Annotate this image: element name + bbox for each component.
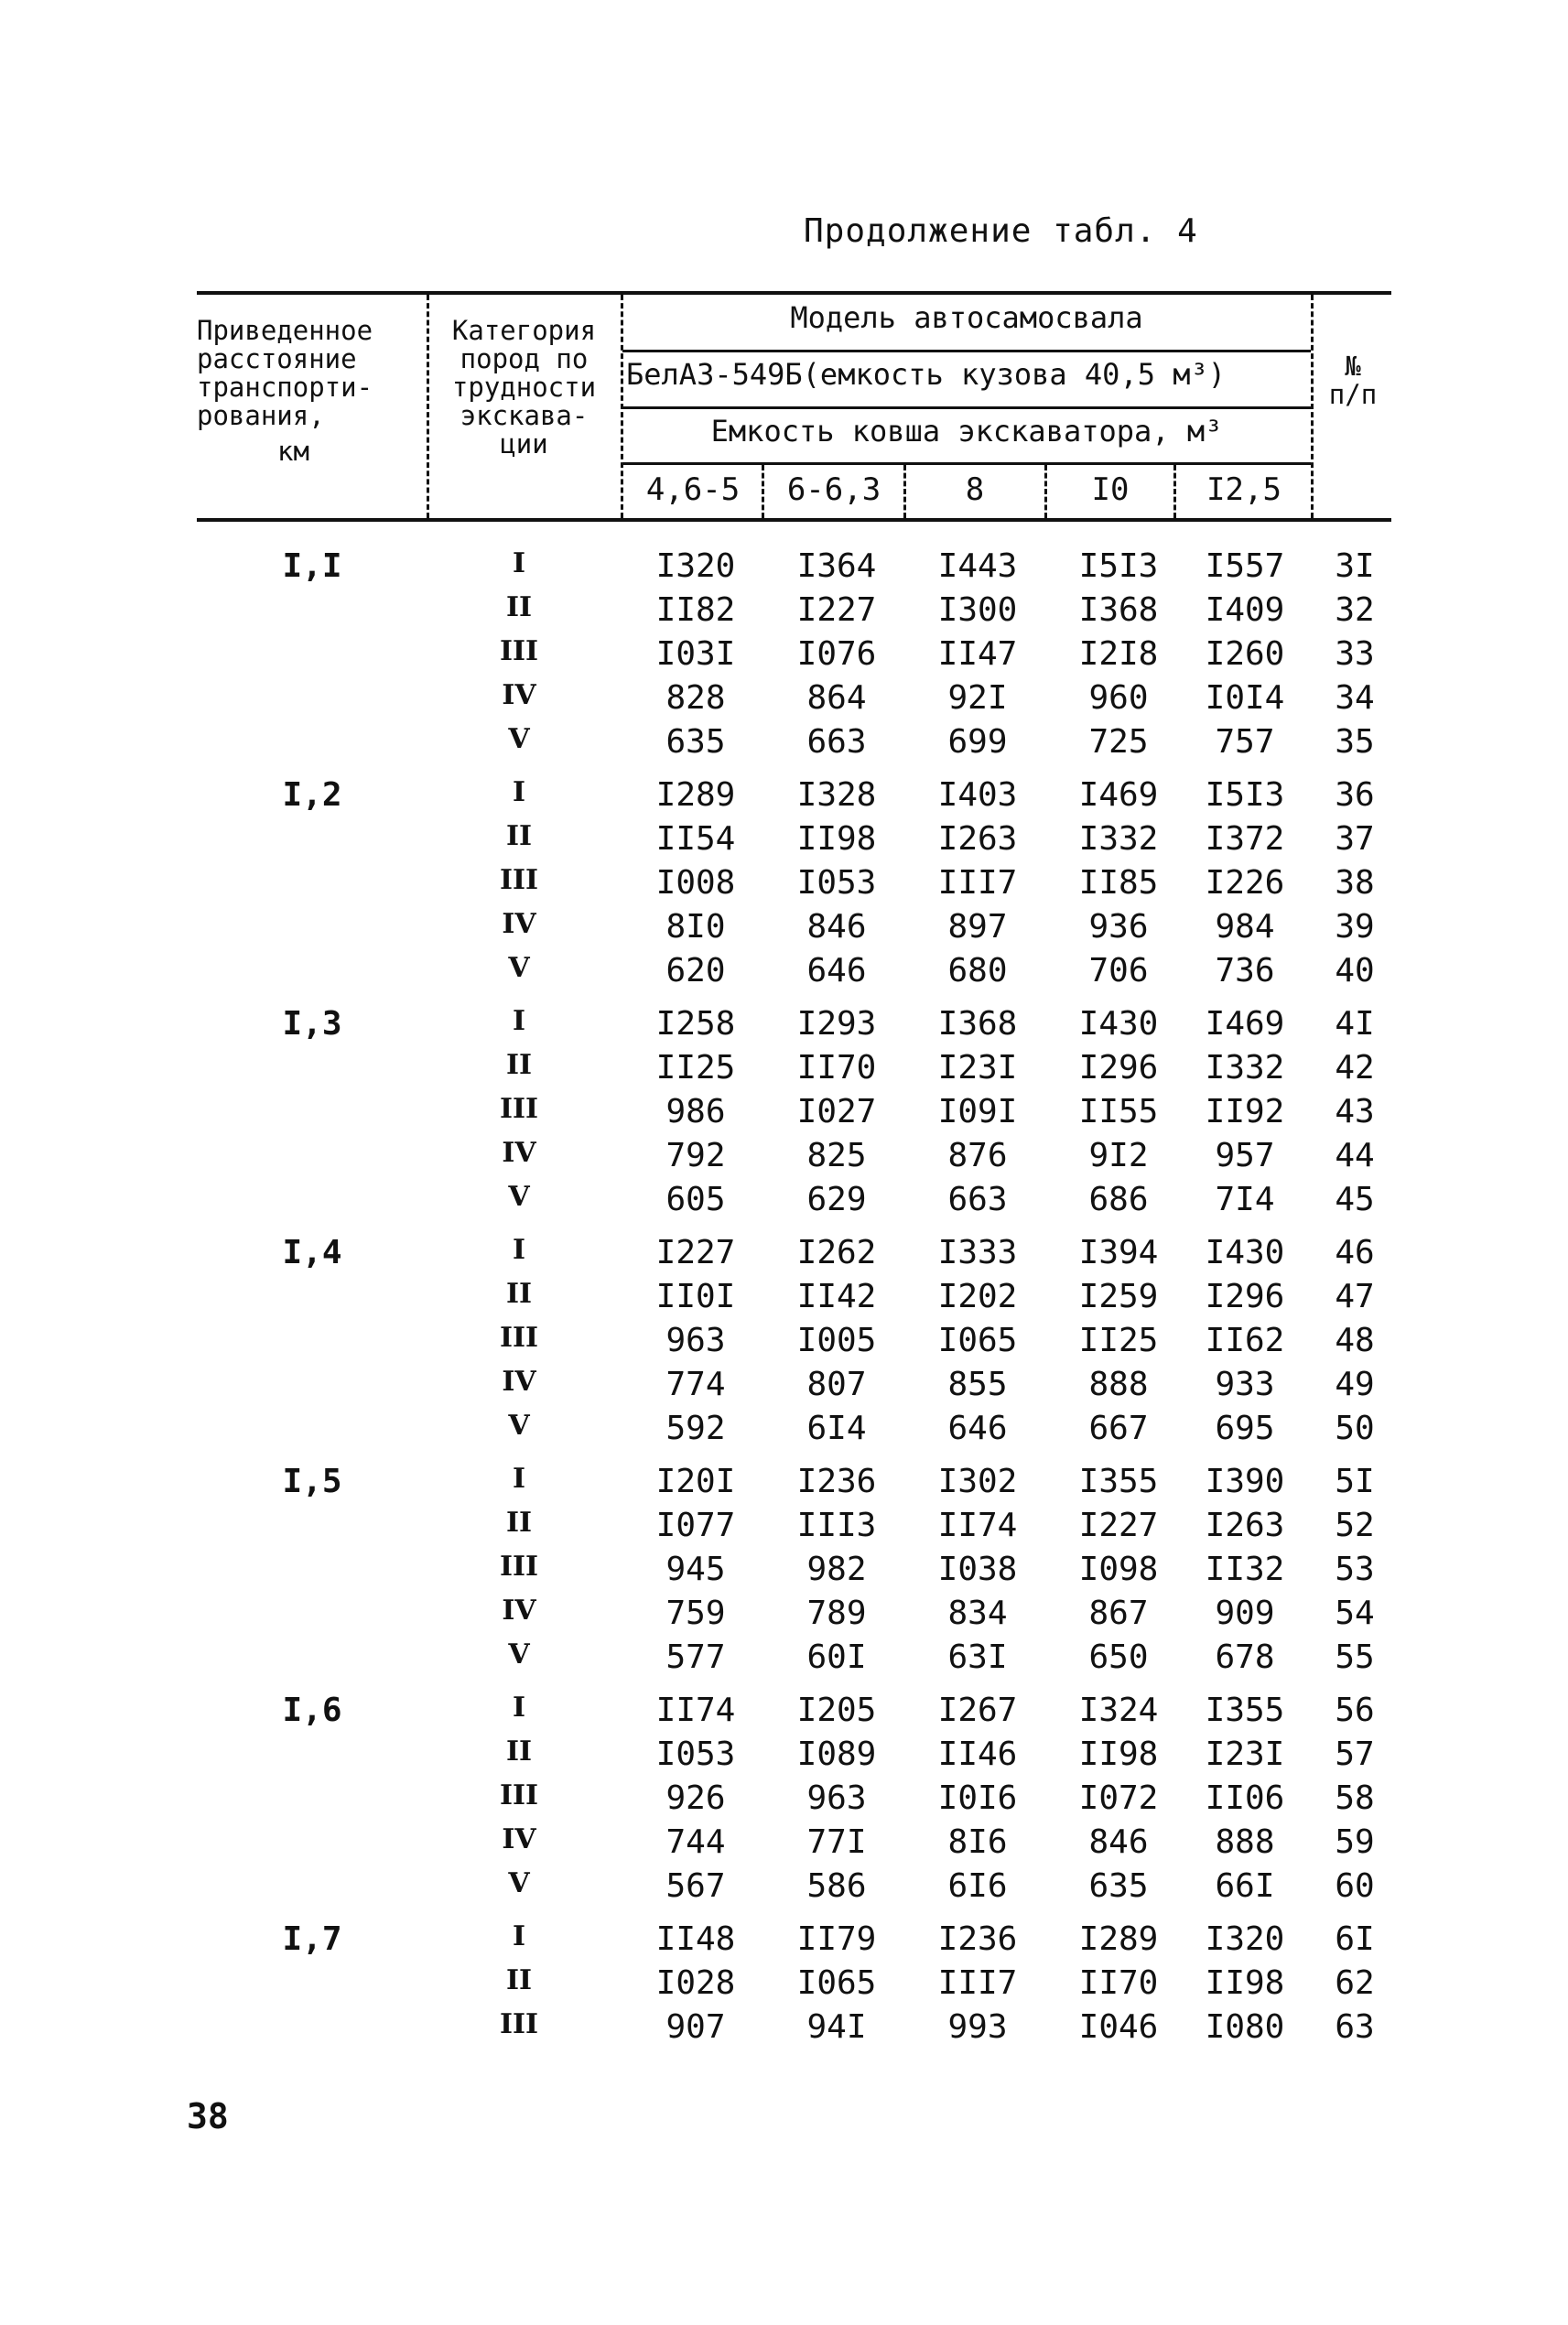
category-cell: III bbox=[499, 1551, 539, 1583]
row-number: 43 bbox=[1335, 1093, 1375, 1130]
value-cell: 933 bbox=[1215, 1366, 1275, 1403]
header-number bbox=[1314, 352, 1391, 409]
value-cell: I072 bbox=[1078, 1779, 1159, 1817]
value-cell: 66I bbox=[1215, 1867, 1275, 1905]
value-cell: I320 bbox=[1205, 1920, 1285, 1958]
value-cell: I053 bbox=[655, 1736, 736, 1773]
value-cell: 907 bbox=[665, 2008, 726, 2046]
row-number: 57 bbox=[1335, 1736, 1375, 1773]
value-cell: I332 bbox=[1078, 820, 1159, 858]
value-cell: II98 bbox=[1078, 1736, 1159, 1773]
header-line bbox=[622, 462, 1311, 465]
value-cell: I258 bbox=[655, 1005, 736, 1043]
value-cell: I20I bbox=[655, 1463, 736, 1500]
value-cell: 94I bbox=[806, 2008, 867, 2046]
value-cell: 695 bbox=[1215, 1410, 1275, 1447]
category-cell: III bbox=[499, 635, 539, 667]
value-cell: I296 bbox=[1205, 1278, 1285, 1315]
row-number: 32 bbox=[1335, 591, 1375, 629]
category-cell: V bbox=[508, 723, 530, 755]
category-cell: V bbox=[508, 952, 530, 984]
value-cell: III7 bbox=[937, 864, 1018, 902]
value-cell: I289 bbox=[655, 776, 736, 814]
category-cell: II bbox=[505, 1964, 533, 1996]
distance-value: I,3 bbox=[282, 1005, 342, 1043]
category-cell: V bbox=[508, 1410, 530, 1442]
category-cell: II bbox=[505, 1736, 533, 1768]
value-cell: 945 bbox=[665, 1551, 726, 1588]
value-cell: 846 bbox=[1088, 1823, 1149, 1861]
value-cell: 759 bbox=[665, 1595, 726, 1632]
distance-value: I,7 bbox=[282, 1920, 342, 1958]
header-separator bbox=[1311, 295, 1314, 518]
value-cell: 736 bbox=[1215, 952, 1275, 989]
value-cell: 620 bbox=[665, 952, 726, 989]
row-number: 53 bbox=[1335, 1551, 1375, 1588]
value-cell: I262 bbox=[796, 1234, 877, 1271]
category-cell: I bbox=[512, 776, 526, 808]
value-cell: 963 bbox=[665, 1322, 726, 1359]
value-cell: 888 bbox=[1088, 1366, 1149, 1403]
category-cell: I bbox=[512, 1692, 526, 1724]
row-number: 55 bbox=[1335, 1638, 1375, 1676]
value-cell: 792 bbox=[665, 1137, 726, 1174]
category-cell: IV bbox=[502, 679, 536, 711]
value-cell: I259 bbox=[1078, 1278, 1159, 1315]
distance-value: I,5 bbox=[282, 1463, 342, 1500]
value-cell: I077 bbox=[655, 1507, 736, 1544]
value-cell: 909 bbox=[1215, 1595, 1275, 1632]
value-cell: 774 bbox=[665, 1366, 726, 1403]
row-number: 46 bbox=[1335, 1234, 1375, 1271]
row-number: 6I bbox=[1335, 1920, 1375, 1958]
value-cell: I053 bbox=[796, 864, 877, 902]
value-cell: II25 bbox=[655, 1049, 736, 1087]
header-separator bbox=[1173, 465, 1176, 518]
value-cell: 725 bbox=[1088, 723, 1149, 761]
row-number: 60 bbox=[1335, 1867, 1375, 1905]
value-cell: 986 bbox=[665, 1093, 726, 1130]
header-distance-line: рования, bbox=[197, 400, 325, 431]
value-cell: II62 bbox=[1205, 1322, 1285, 1359]
value-cell: I333 bbox=[937, 1234, 1018, 1271]
category-cell: IV bbox=[502, 1595, 536, 1627]
value-cell: I390 bbox=[1205, 1463, 1285, 1500]
row-number: 34 bbox=[1335, 679, 1375, 717]
value-cell: 646 bbox=[947, 1410, 1008, 1447]
value-cell: 592 bbox=[665, 1410, 726, 1447]
value-cell: I557 bbox=[1205, 547, 1285, 585]
category-cell: V bbox=[508, 1181, 530, 1213]
row-number: 49 bbox=[1335, 1366, 1375, 1403]
value-cell: 8I6 bbox=[947, 1823, 1008, 1861]
value-cell: 963 bbox=[806, 1779, 867, 1817]
header-separator bbox=[427, 295, 429, 518]
value-cell: II70 bbox=[1078, 1964, 1159, 2002]
row-number: 37 bbox=[1335, 820, 1375, 858]
value-cell: I098 bbox=[1078, 1551, 1159, 1588]
value-cell: 699 bbox=[947, 723, 1008, 761]
value-cell: I296 bbox=[1078, 1049, 1159, 1087]
header-distance-line: Приведенное bbox=[197, 315, 373, 346]
value-cell: I09I bbox=[937, 1093, 1018, 1130]
row-number: 48 bbox=[1335, 1322, 1375, 1359]
row-number: 54 bbox=[1335, 1595, 1375, 1632]
value-cell: II82 bbox=[655, 591, 736, 629]
value-cell: II55 bbox=[1078, 1093, 1159, 1130]
value-cell: II74 bbox=[937, 1507, 1018, 1544]
category-cell: III bbox=[499, 2008, 539, 2040]
value-cell: 663 bbox=[806, 723, 867, 761]
value-cell: 678 bbox=[1215, 1638, 1275, 1676]
value-cell: 757 bbox=[1215, 723, 1275, 761]
table-caption: Продолжение табл. 4 bbox=[804, 212, 1198, 250]
value-cell: III7 bbox=[937, 1964, 1018, 2002]
value-cell: II98 bbox=[796, 820, 877, 858]
row-number: 58 bbox=[1335, 1779, 1375, 1817]
category-cell: II bbox=[505, 1507, 533, 1539]
value-cell: 686 bbox=[1088, 1181, 1149, 1218]
value-cell: II70 bbox=[796, 1049, 877, 1087]
value-cell: I23I bbox=[937, 1049, 1018, 1087]
value-cell: I324 bbox=[1078, 1692, 1159, 1729]
row-number: 62 bbox=[1335, 1964, 1375, 2002]
row-number: 50 bbox=[1335, 1410, 1375, 1447]
category-cell: I bbox=[512, 547, 526, 579]
value-cell: I403 bbox=[937, 776, 1018, 814]
row-number: 3I bbox=[1335, 547, 1375, 585]
value-cell: I03I bbox=[655, 635, 736, 673]
header-bottom-rule bbox=[197, 518, 1391, 522]
value-cell: II42 bbox=[796, 1278, 877, 1315]
category-cell: I bbox=[512, 1005, 526, 1037]
value-cell: I5I3 bbox=[1205, 776, 1285, 814]
value-cell: 864 bbox=[806, 679, 867, 717]
row-number: 33 bbox=[1335, 635, 1375, 673]
value-cell: 744 bbox=[665, 1823, 726, 1861]
value-cell: II48 bbox=[655, 1920, 736, 1958]
value-cell: 936 bbox=[1088, 908, 1149, 946]
category-cell: V bbox=[508, 1867, 530, 1899]
bucket-size: 4,6-5 bbox=[645, 471, 741, 508]
header-number-line: п/п bbox=[1328, 379, 1378, 410]
value-cell: 855 bbox=[947, 1366, 1008, 1403]
value-cell: I469 bbox=[1205, 1005, 1285, 1043]
value-cell: II54 bbox=[655, 820, 736, 858]
bucket-size: 8 bbox=[965, 471, 985, 508]
value-cell: II25 bbox=[1078, 1322, 1159, 1359]
bucket-size: 6-6,3 bbox=[786, 471, 881, 508]
category-cell: III bbox=[499, 864, 539, 896]
value-cell: 77I bbox=[806, 1823, 867, 1861]
value-cell: 834 bbox=[947, 1595, 1008, 1632]
value-cell: 706 bbox=[1088, 952, 1149, 989]
value-cell: 888 bbox=[1215, 1823, 1275, 1861]
distance-value: I,I bbox=[282, 547, 342, 585]
row-number: 36 bbox=[1335, 776, 1375, 814]
value-cell: I046 bbox=[1078, 2008, 1159, 2046]
row-number: 47 bbox=[1335, 1278, 1375, 1315]
value-cell: I227 bbox=[1078, 1507, 1159, 1544]
value-cell: I368 bbox=[1078, 591, 1159, 629]
header-line bbox=[622, 350, 1311, 352]
header-distance-line: транспорти- bbox=[197, 372, 373, 403]
category-cell: III bbox=[499, 1322, 539, 1354]
row-number: 39 bbox=[1335, 908, 1375, 946]
value-cell: III3 bbox=[796, 1507, 877, 1544]
value-cell: I364 bbox=[796, 547, 877, 585]
value-cell: 646 bbox=[806, 952, 867, 989]
value-cell: 635 bbox=[665, 723, 726, 761]
value-cell: I469 bbox=[1078, 776, 1159, 814]
value-cell: 6I6 bbox=[947, 1867, 1008, 1905]
bucket-size: I2,5 bbox=[1206, 471, 1281, 508]
value-cell: 993 bbox=[947, 2008, 1008, 2046]
value-cell: 680 bbox=[947, 952, 1008, 989]
value-cell: 825 bbox=[806, 1137, 867, 1174]
value-cell: 7I4 bbox=[1215, 1181, 1275, 1218]
header-distance-line: км bbox=[277, 436, 309, 467]
row-number: 44 bbox=[1335, 1137, 1375, 1174]
category-cell: I bbox=[512, 1920, 526, 1952]
value-cell: 577 bbox=[665, 1638, 726, 1676]
row-number: 56 bbox=[1335, 1692, 1375, 1729]
value-cell: I0I4 bbox=[1205, 679, 1285, 717]
value-cell: I076 bbox=[796, 635, 877, 673]
value-cell: 629 bbox=[806, 1181, 867, 1218]
value-cell: I0I6 bbox=[937, 1779, 1018, 1817]
value-cell: I368 bbox=[937, 1005, 1018, 1043]
value-cell: I005 bbox=[796, 1322, 877, 1359]
value-cell: 984 bbox=[1215, 908, 1275, 946]
value-cell: 867 bbox=[1088, 1595, 1149, 1632]
value-cell: 8I0 bbox=[665, 908, 726, 946]
header-category-line: экскава- bbox=[460, 400, 589, 431]
value-cell: II32 bbox=[1205, 1551, 1285, 1588]
value-cell: I409 bbox=[1205, 591, 1285, 629]
header-category-line: трудности bbox=[451, 372, 597, 403]
row-number: 52 bbox=[1335, 1507, 1375, 1544]
distance-value: I,6 bbox=[282, 1692, 342, 1729]
category-cell: V bbox=[508, 1638, 530, 1671]
value-cell: II06 bbox=[1205, 1779, 1285, 1817]
value-cell: II85 bbox=[1078, 864, 1159, 902]
value-cell: I205 bbox=[796, 1692, 877, 1729]
value-cell: 6I4 bbox=[806, 1410, 867, 1447]
value-cell: I065 bbox=[796, 1964, 877, 2002]
category-cell: II bbox=[505, 591, 533, 623]
value-cell: 957 bbox=[1215, 1137, 1275, 1174]
value-cell: I267 bbox=[937, 1692, 1018, 1729]
value-cell: II47 bbox=[937, 635, 1018, 673]
value-cell: 605 bbox=[665, 1181, 726, 1218]
header-category-line: Категория bbox=[451, 315, 597, 346]
value-cell: 635 bbox=[1088, 1867, 1149, 1905]
header-line bbox=[622, 406, 1311, 409]
distance-value: I,2 bbox=[282, 776, 342, 814]
value-cell: I2I8 bbox=[1078, 635, 1159, 673]
row-number: 38 bbox=[1335, 864, 1375, 902]
value-cell: I028 bbox=[655, 1964, 736, 2002]
value-cell: 567 bbox=[665, 1867, 726, 1905]
value-cell: I263 bbox=[937, 820, 1018, 858]
value-cell: I089 bbox=[796, 1736, 877, 1773]
row-number: 40 bbox=[1335, 952, 1375, 989]
value-cell: I236 bbox=[796, 1463, 877, 1500]
category-cell: IV bbox=[502, 1366, 536, 1398]
header-distance bbox=[197, 317, 426, 466]
category-cell: IV bbox=[502, 1823, 536, 1855]
value-cell: 9I2 bbox=[1088, 1137, 1149, 1174]
value-cell: I443 bbox=[937, 547, 1018, 585]
header-category-line: ции bbox=[500, 428, 548, 460]
distance-value: I,4 bbox=[282, 1234, 342, 1271]
header-distance-line: расстояние bbox=[197, 343, 357, 374]
header-bucket-title: Емкость ковша экскаватора, м³ bbox=[710, 414, 1223, 449]
value-cell: I263 bbox=[1205, 1507, 1285, 1544]
value-cell: II0I bbox=[655, 1278, 736, 1315]
value-cell: I355 bbox=[1078, 1463, 1159, 1500]
value-cell: I328 bbox=[796, 776, 877, 814]
category-cell: I bbox=[512, 1234, 526, 1266]
value-cell: I293 bbox=[796, 1005, 877, 1043]
value-cell: 63I bbox=[947, 1638, 1008, 1676]
header-separator bbox=[762, 465, 764, 518]
value-cell: 789 bbox=[806, 1595, 867, 1632]
page-number: 38 bbox=[187, 2096, 229, 2136]
row-number: 59 bbox=[1335, 1823, 1375, 1861]
value-cell: I260 bbox=[1205, 635, 1285, 673]
category-cell: III bbox=[499, 1093, 539, 1125]
value-cell: 982 bbox=[806, 1551, 867, 1588]
top-rule bbox=[197, 291, 1391, 295]
value-cell: I236 bbox=[937, 1920, 1018, 1958]
row-number: 63 bbox=[1335, 2008, 1375, 2046]
value-cell: II46 bbox=[937, 1736, 1018, 1773]
header-number-line: № bbox=[1345, 351, 1361, 382]
value-cell: I300 bbox=[937, 591, 1018, 629]
value-cell: II98 bbox=[1205, 1964, 1285, 2002]
value-cell: I302 bbox=[937, 1463, 1018, 1500]
header-truck: БелАЗ-549Б(емкость кузова 40,5 м³) bbox=[626, 357, 1227, 392]
value-cell: II74 bbox=[655, 1692, 736, 1729]
row-number: 5I bbox=[1335, 1463, 1375, 1500]
header-model-title: Модель автосамосвала bbox=[790, 300, 1143, 335]
value-cell: II92 bbox=[1205, 1093, 1285, 1130]
value-cell: I430 bbox=[1205, 1234, 1285, 1271]
row-number: 35 bbox=[1335, 723, 1375, 761]
category-cell: II bbox=[505, 1049, 533, 1081]
category-cell: IV bbox=[502, 908, 536, 940]
value-cell: I008 bbox=[655, 864, 736, 902]
bucket-size: I0 bbox=[1091, 471, 1130, 508]
value-cell: 876 bbox=[947, 1137, 1008, 1174]
value-cell: II79 bbox=[796, 1920, 877, 1958]
value-cell: 586 bbox=[806, 1867, 867, 1905]
value-cell: I038 bbox=[937, 1551, 1018, 1588]
value-cell: I320 bbox=[655, 547, 736, 585]
value-cell: 828 bbox=[665, 679, 726, 717]
header-category-line: пород по bbox=[460, 343, 589, 374]
value-cell: I080 bbox=[1205, 2008, 1285, 2046]
value-cell: 807 bbox=[806, 1366, 867, 1403]
value-cell: 846 bbox=[806, 908, 867, 946]
value-cell: I065 bbox=[937, 1322, 1018, 1359]
value-cell: I430 bbox=[1078, 1005, 1159, 1043]
value-cell: I227 bbox=[655, 1234, 736, 1271]
value-cell: 960 bbox=[1088, 679, 1149, 717]
category-cell: II bbox=[505, 1278, 533, 1310]
value-cell: I289 bbox=[1078, 1920, 1159, 1958]
value-cell: I23I bbox=[1205, 1736, 1285, 1773]
value-cell: I226 bbox=[1205, 864, 1285, 902]
value-cell: I332 bbox=[1205, 1049, 1285, 1087]
row-number: 42 bbox=[1335, 1049, 1375, 1087]
value-cell: 663 bbox=[947, 1181, 1008, 1218]
row-number: 45 bbox=[1335, 1181, 1375, 1218]
header-category bbox=[430, 317, 618, 459]
value-cell: I027 bbox=[796, 1093, 877, 1130]
value-cell: 60I bbox=[806, 1638, 867, 1676]
value-cell: I5I3 bbox=[1078, 547, 1159, 585]
value-cell: I202 bbox=[937, 1278, 1018, 1315]
value-cell: 926 bbox=[665, 1779, 726, 1817]
value-cell: I355 bbox=[1205, 1692, 1285, 1729]
value-cell: 650 bbox=[1088, 1638, 1149, 1676]
value-cell: 667 bbox=[1088, 1410, 1149, 1447]
category-cell: III bbox=[499, 1779, 539, 1811]
value-cell: 92I bbox=[947, 679, 1008, 717]
value-cell: I227 bbox=[796, 591, 877, 629]
value-cell: I372 bbox=[1205, 820, 1285, 858]
value-cell: 897 bbox=[947, 908, 1008, 946]
value-cell: I394 bbox=[1078, 1234, 1159, 1271]
category-cell: I bbox=[512, 1463, 526, 1495]
row-number: 4I bbox=[1335, 1005, 1375, 1043]
category-cell: II bbox=[505, 820, 533, 852]
category-cell: IV bbox=[502, 1137, 536, 1169]
